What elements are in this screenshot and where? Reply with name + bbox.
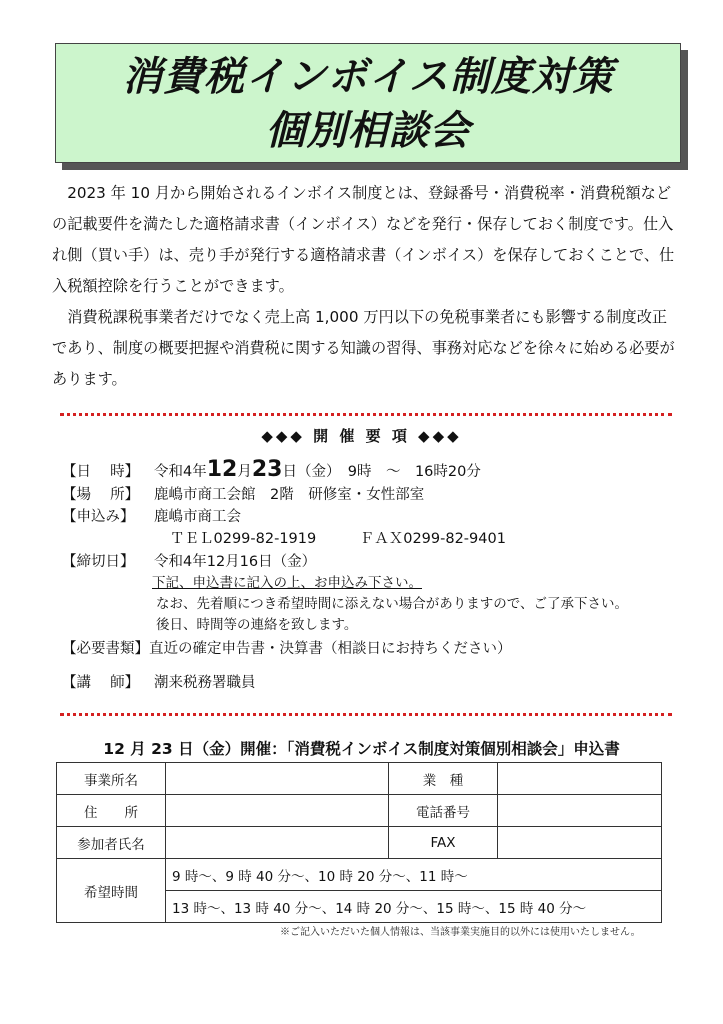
phone-label: 電話番号 [389, 795, 498, 827]
office-label: 事業所名 [57, 763, 166, 795]
place-row [62, 484, 424, 506]
privacy-note: ※ご記入いただいた個人情報は、当該事業実施目的以外には使用いたしません。 [280, 927, 641, 938]
form-row-address [57, 795, 662, 827]
dotted-divider-bottom [60, 713, 672, 716]
form-row-time-1 [57, 859, 662, 891]
note-2: なお、先着順につき希望時間に添えない場合がありますので、ご了承下さい。 [156, 596, 628, 612]
deadline-value: 令和4年12月16日（金） [154, 554, 317, 570]
address-field[interactable] [166, 795, 389, 827]
note-3: 後日、時間等の連絡を致します。 [156, 617, 358, 633]
apply-value: 鹿嶋市商工会 [154, 509, 241, 525]
phone-field[interactable] [498, 795, 662, 827]
docs-value: 直近の確定申告書・決算書（相談日にお持ちください） [149, 641, 512, 657]
lecturer-value: 潮来税務署職員 [154, 675, 256, 691]
form-row-office [57, 763, 662, 795]
date-time: （金） 9時 ～ 16時20分 [296, 464, 481, 480]
fax-field[interactable] [498, 827, 662, 859]
place-value: 鹿嶋市商工会館 2階 研修室・女性部室 [154, 487, 425, 503]
industry-field[interactable] [498, 763, 662, 795]
date-day-unit: 日 [282, 464, 297, 480]
title-line-1: 消費税インボイス制度対策 [122, 54, 614, 100]
fax-label: FAX [389, 827, 498, 859]
time-label: 希望時間 [57, 859, 166, 923]
deadline-row [62, 551, 316, 573]
participant-label: 参加者氏名 [57, 827, 166, 859]
time-options-am[interactable]: 9 時～、9 時 40 分～、10 時 20 分～、11 時～ [166, 859, 662, 891]
place-label: 【場 所】 [62, 487, 140, 503]
note-1: 下記、申込書に記入の上、お申込み下さい。 [152, 575, 422, 591]
title-banner [55, 43, 681, 163]
title-line-2: 個別相談会 [265, 108, 471, 154]
intro-paragraph-2: 消費税課税事業者だけでなく売上高 1,000 万円以下の免税事業者にも影響する制度改正であり、制度の概要把握や消費税に関する知識の習得、事務対応などを徐々に始める必要があります。 [52, 308, 675, 388]
time-options-pm[interactable]: 13 時～、13 時 40 分～、14 時 20 分～、15 時～、15 時 40 分～ [166, 891, 662, 923]
deadline-label: 【締切日】 [62, 554, 135, 570]
form-row-participant [57, 827, 662, 859]
date-month: 12 [206, 457, 238, 482]
apply-label: 【申込み】 [62, 509, 135, 525]
intro-text [52, 178, 682, 395]
date-label: 【日 時】 [62, 464, 140, 480]
section-title: ◆◆◆ 開 催 要 項 ◆◆◆ [261, 427, 462, 445]
lecturer-row [62, 672, 256, 694]
apply-row [62, 506, 241, 528]
application-form [56, 762, 662, 923]
date-pre: 令和4年 [154, 464, 207, 480]
date-row [62, 459, 481, 483]
dotted-divider-top [60, 413, 672, 416]
participant-field[interactable] [166, 827, 389, 859]
intro-paragraph-1: 2023 年 10 月から開始されるインボイス制度とは、登録番号・消費税率・消費税額などの記載要件を満たした適格請求書（インボイス）などを発行・保存しておく制度です。仕入れ側（買い手）は、売り手が発行する適格請求書（インボイス）を保存しておくことで、仕入税額控除を行うことができます。 [52, 184, 675, 295]
industry-label: 業 種 [389, 763, 498, 795]
address-label: 住 所 [57, 795, 166, 827]
office-field[interactable] [166, 763, 389, 795]
docs-label: 【必要書類】 [62, 641, 149, 657]
docs-row [62, 638, 512, 660]
date-day: 23 [251, 457, 283, 482]
lecturer-label: 【講 師】 [62, 675, 140, 691]
apply-contact: ＴＥＬ0299-82-1919 ＦＡＸ0299-82-9401 [170, 531, 506, 547]
date-month-unit: 月 [237, 464, 252, 480]
form-title: 12 月 23 日（金）開催：「消費税インボイス制度対策個別相談会」申込書 [103, 740, 620, 758]
